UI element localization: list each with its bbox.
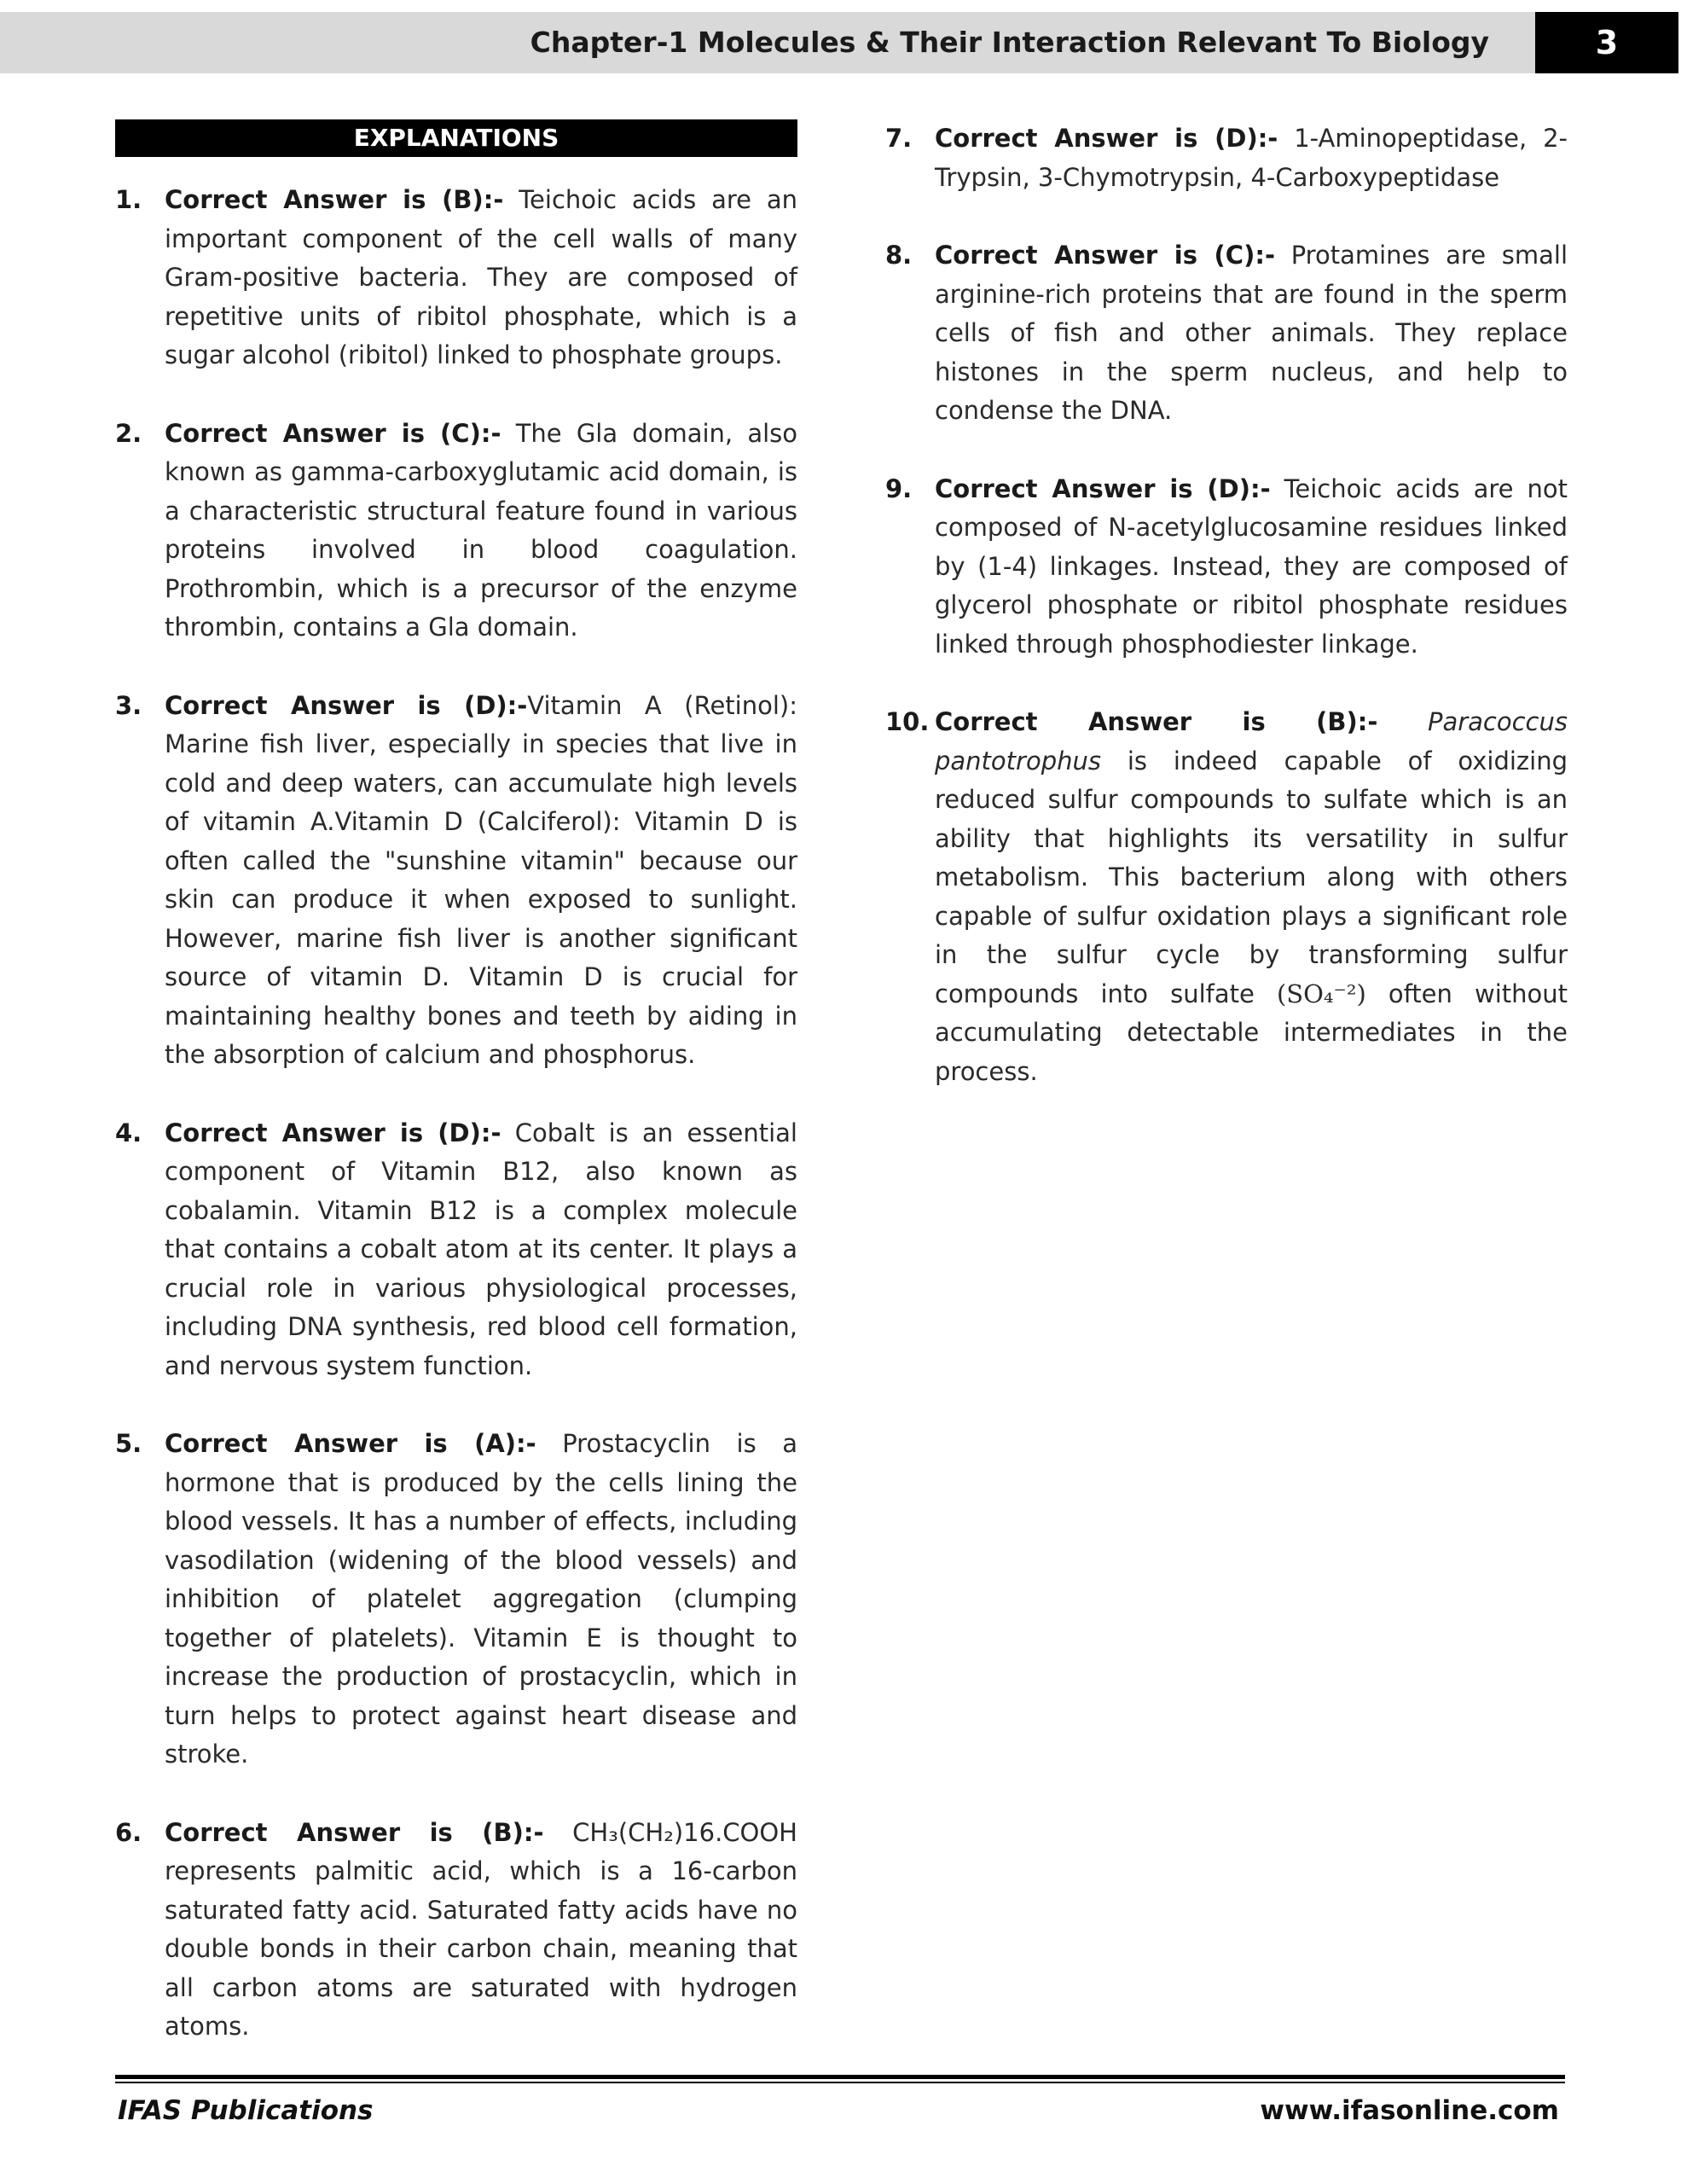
section-heading: EXPLANATIONS: [115, 119, 797, 157]
answer-body: is indeed capable of oxidizing reduced sulfur compounds to sulfate which is an ability that highlights its versatility in sulfur metabolism. This bacterium along with others capable of sulfur oxidation plays a significant role in the sulfur cycle by transforming sulfur compounds into sulfate: [935, 746, 1568, 1008]
answer-lead: Correct Answer is (A):-: [165, 1429, 536, 1458]
item-number: 7.: [885, 124, 913, 153]
chemical-formula: (SO₄⁻²): [1276, 979, 1366, 1008]
answer-body: 1-Aminopeptidase, 2-Trypsin, 3-Chymotrypsin, 4-Carboxypeptidase: [935, 124, 1568, 192]
answer-body: Cobalt is an essential component of Vitamin B12, also known as cobalamin. Vitamin B12 is a complex molecule that contains a cobalt atom at its center. It plays a crucial role in various physiological processes, including DNA synthesis, red blood cell formation, and nervous system function.: [165, 1118, 797, 1380]
answer-body: Teichoic acids are an important component of the cell walls of many Gram-positive bacteria. They are composed of repetitive units of ribitol phosphate, which is a sugar alcohol (ribitol) linked to phosphate groups.: [165, 185, 798, 369]
item-number: 2.: [115, 418, 142, 448]
item-text: [165, 687, 797, 1075]
answer-lead: Correct Answer is (D):-: [165, 690, 528, 720]
item-number: 5.: [115, 1429, 142, 1458]
item-text: [165, 415, 797, 648]
footer-rule: [115, 2075, 1565, 2079]
answer-lead: Correct Answer is (B):-: [165, 1817, 544, 1847]
item-text: [935, 470, 1568, 665]
item-text: [935, 119, 1568, 197]
answer-lead: Correct Answer is (D):-: [165, 1118, 501, 1147]
item-number: 4.: [115, 1118, 142, 1147]
item-number: 10.: [885, 707, 930, 736]
explanation-item-3: [115, 687, 797, 1075]
answer-lead: Correct Answer is (D):-: [935, 124, 1278, 153]
item-text: [165, 1425, 797, 1774]
item-text: [935, 236, 1568, 431]
organism-name: Paracoccus pantotrophus: [935, 707, 1568, 775]
explanation-item-5: [115, 1425, 797, 1774]
chapter-title: Chapter-1 Molecules & Their Interaction Relevant To Biology: [530, 26, 1489, 59]
answer-body-continued: often without accumulating detectable intermediates in the process.: [935, 979, 1568, 1086]
item-number: 1.: [115, 185, 142, 214]
answer-body: Vitamin A (Retinol): Marine fish liver, especially in species that live in cold and deep waters, can accumulate high levels of vitamin A.Vitamin D (Calciferol): Vitamin D is often called the "sunshine vitamin" because our skin can produce it when exposed to sunlight. However, marine fish liver is another significant source of vitamin D. Vitamin D is crucial for maintaining healthy bones and teeth by aiding in the absorption of calcium and phosphorus.: [165, 690, 797, 1069]
explanation-item-8: [885, 236, 1568, 431]
chemical-formula: CH₃(CH₂)16.COOH: [572, 1817, 797, 1847]
answer-body: represents palmitic acid, which is a 16-carbon saturated fatty acid. Saturated fatty acids have no double bonds in their carbon chain, meaning that all carbon atoms are saturated with hydrogen atoms.: [165, 1856, 797, 2041]
item-number: 6.: [115, 1817, 142, 1847]
item-text: [165, 1814, 797, 2047]
explanation-item-6: [115, 1814, 797, 2047]
answer-body: Protamines are small arginine-rich proteins that are found in the sperm cells of fish and other animals. They replace histones in the sperm nucleus, and help to condense the DNA.: [935, 241, 1568, 425]
answer-lead: Correct Answer is (C):-: [935, 241, 1275, 270]
explanation-item-10: [885, 703, 1568, 1091]
page-number-box: [1535, 12, 1678, 73]
left-column: [115, 119, 797, 2086]
item-number: 9.: [885, 473, 913, 503]
website-link[interactable]: www.ifasonline.com: [1260, 2095, 1559, 2126]
explanation-item-1: [115, 181, 797, 375]
answer-lead: Correct Answer is (D):-: [935, 473, 1271, 503]
item-number: 3.: [115, 690, 142, 720]
answer-body: The Gla domain, also known as gamma-carboxyglutamic acid domain, is a characteristic structural feature found in various proteins involved in blood coagulation. Prothrombin, which is a precursor of the enzyme thrombin, contains a Gla domain.: [165, 418, 798, 642]
right-column: [885, 119, 1568, 1130]
explanation-item-4: [115, 1114, 797, 1386]
item-text: [165, 1114, 797, 1386]
publisher-name: IFAS Publications: [118, 2095, 374, 2126]
answer-lead: Correct Answer is (B):-: [165, 185, 504, 214]
answer-lead: Correct Answer is (C):-: [165, 418, 501, 448]
answer-lead: Correct Answer is (B):-: [935, 707, 1378, 736]
explanation-item-7: [885, 119, 1568, 197]
explanation-item-9: [885, 470, 1568, 665]
explanation-item-2: [115, 415, 797, 648]
answer-body: Teichoic acids are not composed of N-acetylglucosamine residues linked by (1-4) linkages. Instead, they are composed of glycerol phosphate or ribitol phosphate residues linked through phosphodiester linkage.: [935, 473, 1568, 659]
item-number: 8.: [885, 241, 913, 270]
page-number: 3: [1595, 24, 1619, 61]
item-text: [935, 703, 1568, 1091]
answer-body: Prostacyclin is a hormone that is produced by the cells lining the blood vessels. It has a number of effects, including vasodilation (widening of the blood vessels) and inhibition of platelet aggregation (clumping together of platelets). Vitamin E is thought to increase the production of prostacyclin, which in turn helps to protect against heart disease and stroke.: [165, 1429, 797, 1769]
item-text: [165, 181, 797, 375]
footer-rule-thin: [115, 2082, 1565, 2083]
